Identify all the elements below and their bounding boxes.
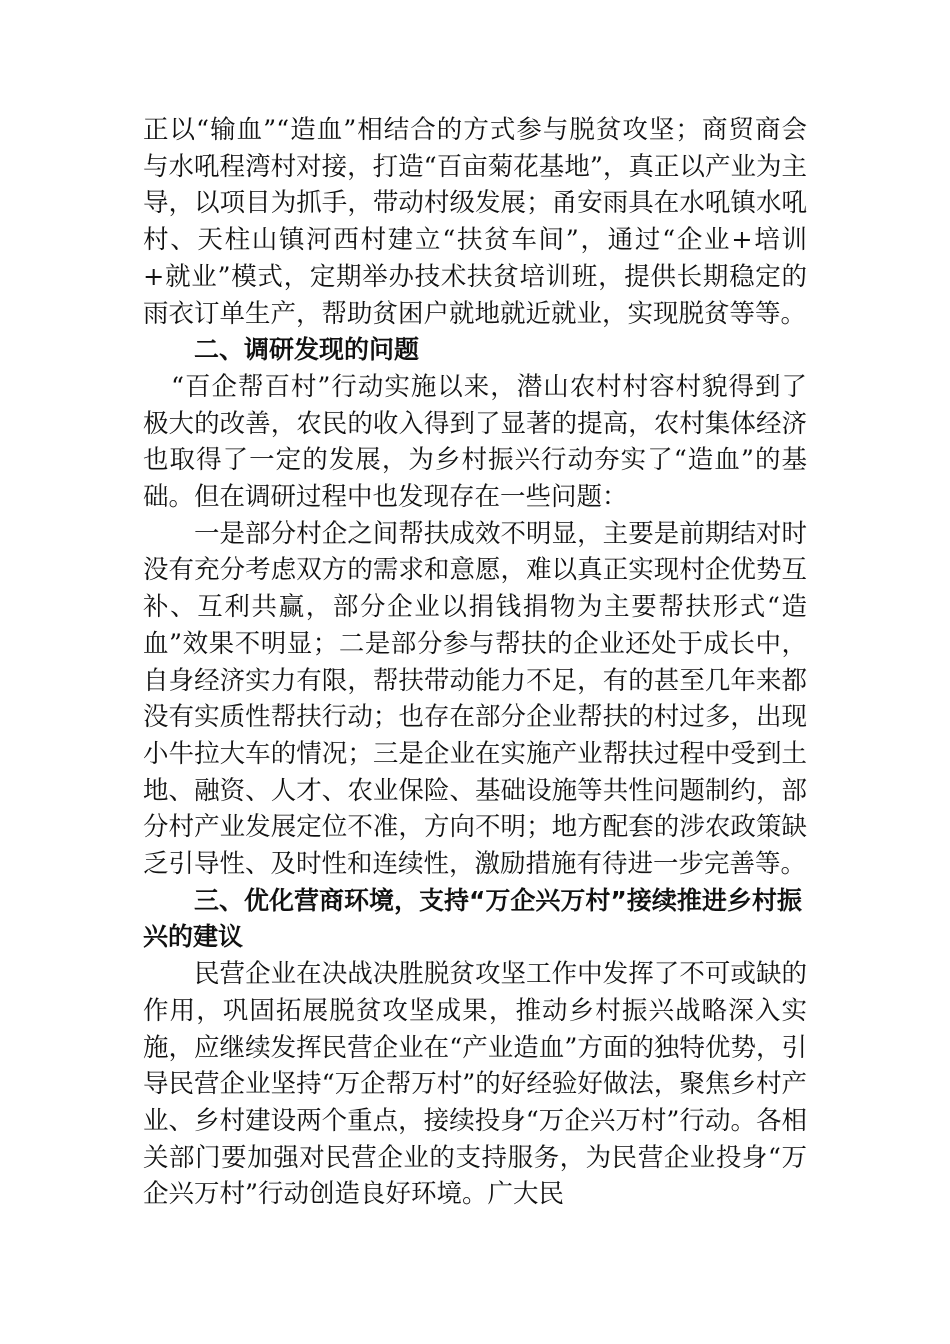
paragraph-enterprise-examples: 正以“输血”“造血”相结合的方式参与脱贫攻坚；商贸商会与水吼程湾村对接，打造“百亩菊花基地”，真正以产业为主导，以项目为抓手，带动村级发展；甬安雨具在水吼镇水吼村、天柱山镇河西村建立“扶贫车间”，通过“企业+培训+就业”模式，定期举办技术扶贫培训班，提供长期稳定的雨衣订单生产，帮助贫困户就地就近就业，实现脱贫等等。	[143, 115, 807, 329]
paragraph-suggestions: 民营企业在决战决胜脱贫攻坚工作中发挥了不可或缺的作用，巩固拓展脱贫攻坚成果，推动乡村振兴战略深入实施，应继续发挥民营企业在“产业造血”方面的独特优势，引导民营企业坚持“万企帮万村”的好经验好做法，聚焦乡村产业、乡村建设两个重点，接续投身“万企兴万村”行动。各相关部门要加强对民营企业的支持服务，为民营企业投身“万企兴万村”行动创造良好环境。广大民	[143, 959, 807, 1210]
paragraph-problems-detail: 一是部分村企之间帮扶成效不明显，主要是前期结对时没有充分考虑双方的需求和意愿，难以真正实现村企优势互补、互利共赢，部分企业以捐钱捐物为主要帮扶形式“造血”效果不明显；二是部分参与帮扶的企业还处于成长中，自身经济实力有限，帮扶带动能力不足，有的甚至几年来都没有实质性帮扶行动；也存在部分企业帮扶的村过多，出现小牛拉大车的情况；三是企业在实施产业帮扶过程中受到土地、融资、人才、农业保险、基础设施等共性问题制约，部分村产业发展定位不准，方向不明；地方配套的涉农政策缺乏引导性、及时性和连续性，激励措施有待进一步完善等。	[143, 518, 807, 880]
section-heading-suggestions: 三、优化营商环境，支持“万企兴万村”接续推进乡村振兴的建议	[143, 885, 802, 952]
paragraph-problems-intro: “百企帮百村”行动实施以来，潜山农村村容村貌得到了极大的改善，农民的收入得到了显著的提高，农村集体经济也取得了一定的发展，为乡村振兴行动夯实了“造血”的基础。但在调研过程中也发现存在一些问题：	[143, 371, 807, 513]
section-heading-problems: 二、调研发现的问题	[194, 335, 420, 365]
document-page	[143, 112, 807, 1213]
